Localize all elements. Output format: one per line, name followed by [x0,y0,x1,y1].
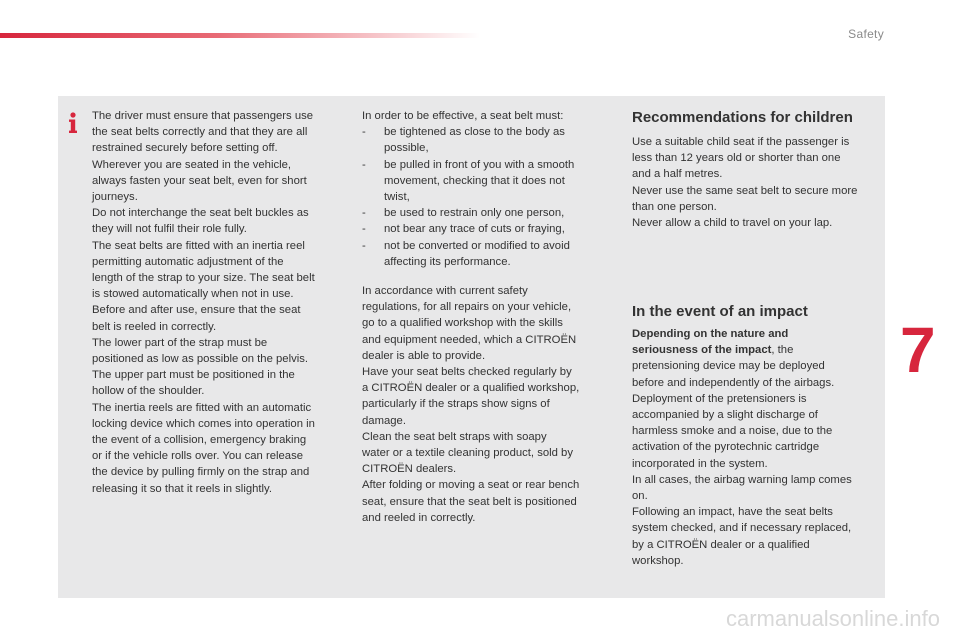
text-line: not bear any trace of cuts or fraying, [384,223,565,236]
text-line: Following an impact, have the seat belts [632,506,833,519]
text-line: The seat belts are fitted with an inertia reel [92,239,305,252]
text-line: The lower part of the strap must be [92,336,268,349]
text-line: journeys. [92,191,138,204]
list-item [362,221,607,237]
text-line: Before and after use, ensure that the seat [92,304,301,317]
watermark: carmanualsonline.info [725,606,940,631]
text-line: belt is reeled in correctly. [92,320,217,333]
text-line: After folding or moving a seat or rear bench [362,479,580,492]
text-line: dealer is able to provide. [362,349,486,362]
impact-lead-rest: , the [771,344,794,357]
text-line: than one person. [632,200,717,213]
text-line: the device by pulling firmly on the strap and [92,466,310,479]
text-line: workshop. [632,554,684,567]
header-accent-bar [0,33,480,38]
text-line: movement, checking that it does not [384,174,565,187]
text-line: Do not interchange the seat belt buckles as [92,207,309,220]
list-item [362,124,607,156]
requirements-intro: In order to be effective, a seat belt must: [362,110,564,122]
list-item [362,157,607,206]
list-dash: - [362,207,366,220]
maintenance-text [362,283,607,526]
chapter-number: 7 [900,314,936,386]
text-line: pretensioning device may be deployed [632,360,825,373]
text-line: the event of a collision, emergency braking [92,434,307,447]
text-line: Deployment of the pretensioners is [632,392,807,405]
text-line: permitting automatic adjustment of the [92,255,284,268]
text-line: restrained securely before setting off. [92,142,278,155]
recommendations-heading: Recommendations for children [632,109,853,126]
text-line: accompanied by a slight discharge of [632,409,818,422]
recommendations-section [632,108,880,231]
text-line: go to a qualified workshop with the skills [362,317,563,330]
text-line: Clean the seat belt straps with soapy [362,430,547,443]
text-line: Never use the same seat belt to secure more [632,184,858,197]
requirements-list [362,124,607,270]
text-line: Never allow a child to travel on your lap. [632,217,833,230]
text-line: is stowed automatically when not in use. [92,288,294,301]
impact-text [632,358,880,569]
text-line: activation of the pyrotechnic cartridge [632,441,820,454]
list-item [362,205,607,221]
text-line: damage. [362,414,406,427]
list-dash: - [362,239,366,252]
list-dash: - [362,158,366,171]
text-line: In accordance with current safety [362,285,528,298]
text-line: CITROËN dealers. [362,463,457,476]
seat-belt-requirements [362,108,607,526]
text-line: not be converted or modified to avoid [384,239,570,252]
text-line: be used to restrain only one person, [384,207,565,220]
text-line: length of the strap to your size. The seat belt [92,272,315,285]
passenger-info-text [92,108,350,497]
text-line: on. [632,490,648,503]
text-line: system checked, and if necessary replaced, [632,522,852,535]
text-line: The driver must ensure that passengers use [92,110,314,122]
text-line: hollow of the shoulder. [92,385,205,398]
text-line: Wherever you are seated in the vehicle, [92,158,292,171]
impact-section [632,326,880,569]
text-line: affecting its performance. [384,255,511,268]
text-line: or if the vehicle rolls over. You can release [92,450,303,463]
text-line: before and independently of the airbags. [632,376,835,389]
text-line: and a half metres. [632,168,723,181]
text-line: harmless smoke and a noise, due to the [632,425,833,438]
text-line: be pulled in front of you with a smooth [384,158,575,171]
text-line: In all cases, the airbag warning lamp comes [632,473,852,486]
list-dash: - [362,223,366,236]
info-icon [66,112,80,134]
text-line: they will not fulfil their role fully. [92,223,247,236]
text-line: locking device which comes into operation in [92,417,315,430]
text-line: always fasten your seat belt, even for short [92,174,307,187]
text-line: Use a suitable child seat if the passenger is [632,136,850,148]
text-line: incorporated in the system. [632,457,768,470]
text-line: a CITROËN dealer or a qualified workshop, [362,382,580,395]
text-line: the seat belts correctly and that they are all [92,126,308,139]
text-line: particularly if the straps show signs of [362,398,550,411]
text-line: releasing it so that it reels in slightly. [92,482,272,495]
text-line: positioned as low as possible on the pelvis. [92,353,309,366]
text-line: The upper part must be positioned in the [92,369,295,382]
recommendations-text [632,134,880,231]
text-line: Have your seat belts checked regularly by [362,366,572,379]
list-item-text [384,157,574,206]
text-line: regulations, for all repairs on your vehicle, [362,301,572,314]
list-item [362,238,607,270]
text-line: and equipment needed, which a CITROËN [362,333,577,346]
impact-heading: In the event of an impact [632,303,808,320]
list-item-text [384,221,565,237]
impact-lead-bold-1: Depending on the nature and [632,328,789,340]
list-item-text [384,238,570,270]
impact-lead-bold-2: seriousness of the impact [632,344,772,357]
text-line: and reeled in correctly. [362,511,476,524]
text-line: twist, [384,191,410,204]
text-line: less than 12 years old or shorter than one [632,152,841,165]
text-line: possible, [384,142,429,155]
section-title: Safety [848,27,884,41]
text-line: by a CITROËN dealer or a qualified [632,538,810,551]
text-line: be tightened as close to the body as [384,126,565,139]
list-item-text [384,124,565,156]
list-item-text [384,205,564,221]
text-line: seat, ensure that the seat belt is positioned [362,495,577,508]
text-line: The inertia reels are fitted with an automatic [92,401,312,414]
list-dash: - [362,126,366,139]
text-line: water or a textile cleaning product, sold by [362,447,573,460]
